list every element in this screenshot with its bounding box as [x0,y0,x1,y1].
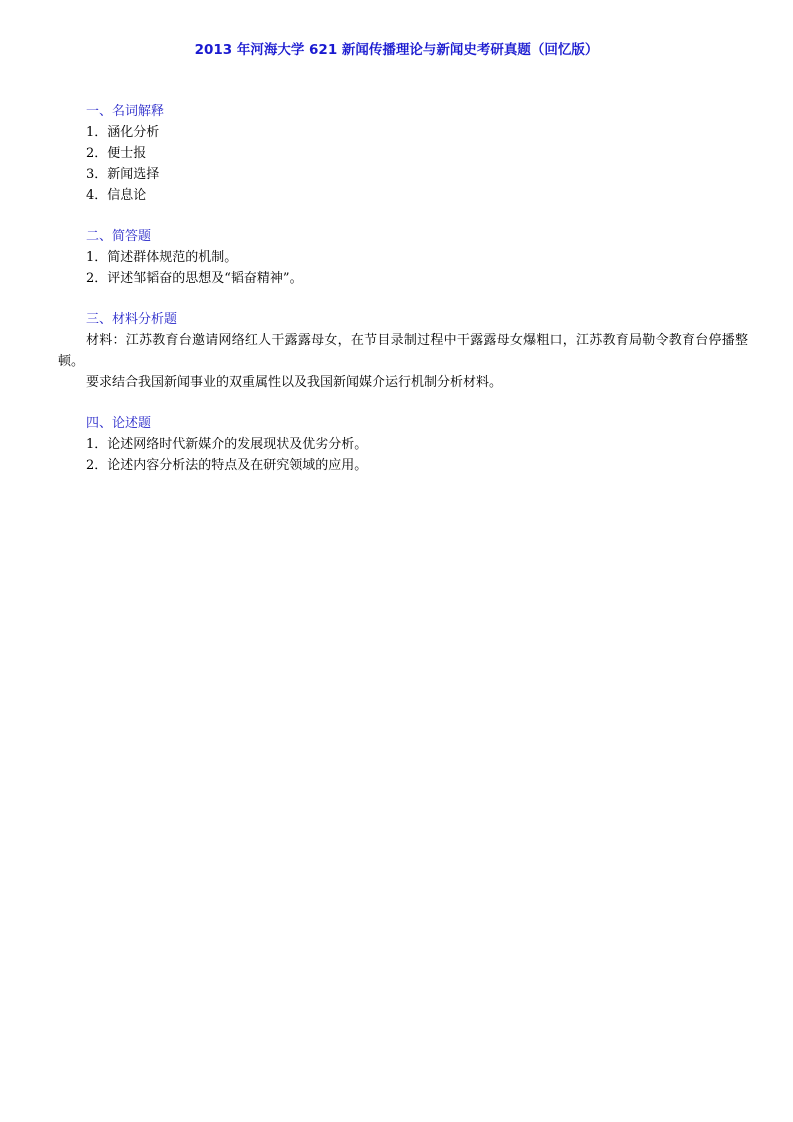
section-short-answer [58,226,748,289]
section-term-explanation [58,101,748,206]
question-item: 1．论述网络时代新媒介的发展现状及优劣分析。 [86,437,368,452]
question-item: 2．论述内容分析法的特点及在研究领域的应用。 [86,458,368,473]
question-item: 1．简述群体规范的机制。 [86,250,238,265]
question-item: 2．便士报 [86,146,147,161]
section-heading: 二、简答题 [86,229,152,244]
section-material-analysis [58,309,748,393]
requirement-paragraph: 要求结合我国新闻事业的双重属性以及我国新闻媒介运行机制分析材料。 [86,375,503,390]
question-item: 3．新闻选择 [86,167,160,182]
section-heading: 一、名词解释 [86,104,165,119]
question-item: 4．信息论 [86,188,147,203]
document-body [58,101,748,476]
section-essay [58,413,748,476]
section-heading: 三、材料分析题 [86,312,178,327]
question-item: 2．评述邹韬奋的思想及“韬奋精神”。 [86,271,303,286]
document-title: 2013 年河海大学 621 新闻传播理论与新闻史考研真题（回忆版） [194,42,599,58]
question-item: 1．涵化分析 [86,125,160,140]
material-paragraph: 材料：江苏教育台邀请网络红人干露露母女，在节目录制过程中干露露母女爆粗口，江苏教育局勒令教育台停播整顿。 [58,333,748,369]
section-heading: 四、论述题 [86,416,152,431]
